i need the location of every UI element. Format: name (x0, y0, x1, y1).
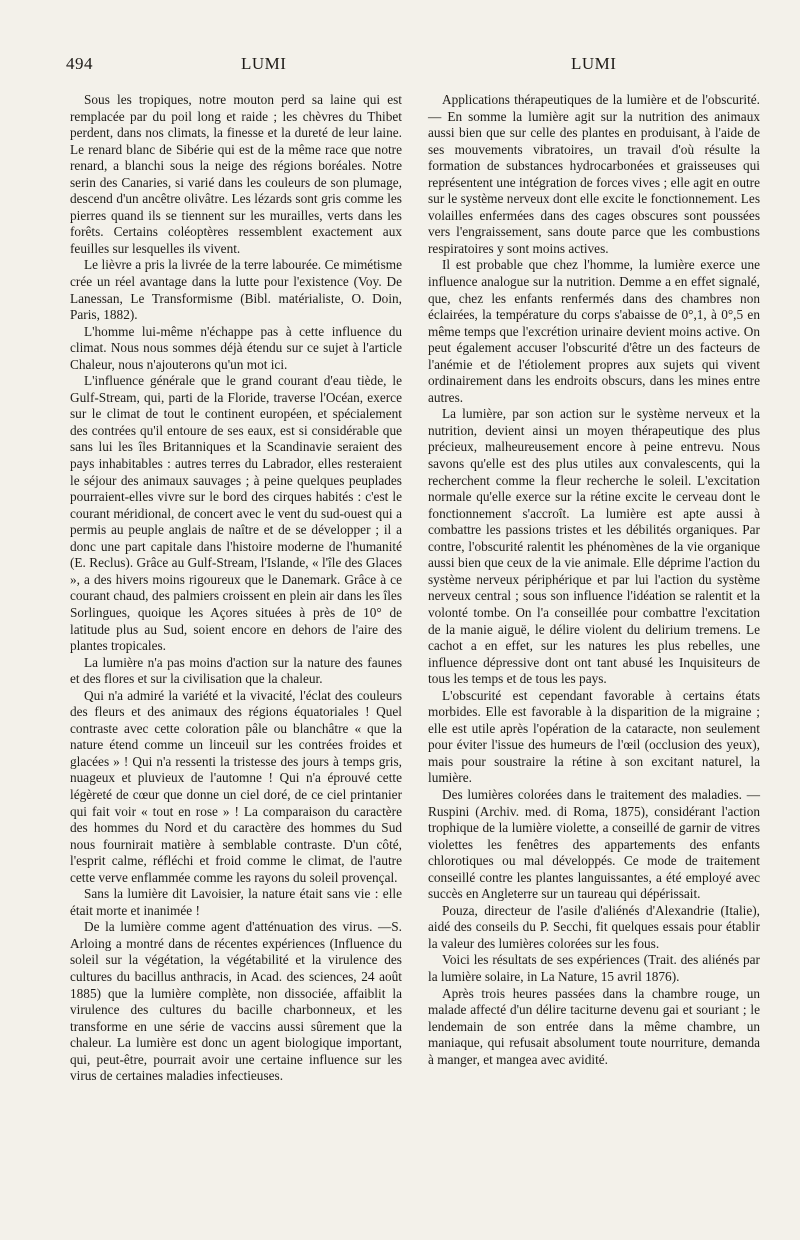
paragraph: L'obscurité est cependant favorable à certains états morbides. Elle est favorable à la disparition de la migraine ; elle est utile après l'opération de la cataracte, non seulement pour éviter l'issue des humeurs de l'œil (occlusion des yeux), mais pour soustraire la rétine à son excitant naturel, la lumière. (428, 687, 760, 786)
paragraph: La lumière n'a pas moins d'action sur la nature des faunes et des flores et sur la civilisation que la chaleur. (70, 654, 402, 687)
paragraph: Le lièvre a pris la livrée de la terre labourée. Ce mimétisme crée un réel avantage dans la lutte pour l'existence (Voy. De Lanessan, Le Transformisme (Bibl. matérialiste, O. Doin, Paris, 1882). (70, 257, 402, 323)
paragraph: Sans la lumière dit Lavoisier, la nature était sans vie : elle était morte et inanimée ! (70, 886, 402, 918)
paragraph: L'influence générale que le grand courant d'eau tiède, le Gulf-Stream, qui, parti de la Floride, traverse l'Océan, exerce sur le climat de tout le continent européen, et spécialement des contrées qu'il entoure de ses eaux, est si considérable que sans lui les îles Britanniques et la Scandinavie seraient des pays inhabitables : autres terres du Labrador, elles resteraient le séjour des animaux sauvages ; à peine quelques peuplades pourraient-elles vivre sur le bord des cirques habités : c'est le courant méridional, de concert avec le vent du sud-ouest qui a permis au peuple anglais de naître et de se développer ; il a donc une part capitale dans l'histoire moderne de l'humanité (E. Reclus). Grâce au Gulf-Stream, l'Islande, « l'île des Glaces », a des hivers moins rigoureux que le Danemark. Grâce à ce courant chaud, des palmiers croissent en plein air dans les îles Sorlingues, quoique les Açores situées à près de 10° de latitude plus au Sud, soient encore en dehors de l'aire des plantes tropicales. (70, 373, 402, 654)
section-paragraph-virus: De la lumière comme agent d'atténuation des virus. —S. Arloing a montré dans de récentes expériences (Influence du soleil sur la végétation, la végétabilité et la virulence des cultures du bacillus anthracis, in Acad. des sciences, 24 août 1885) que la lumière complète, non dissociée, affaiblit la virulence des cultures du bacille charbonneux, et les transforme en une série de vaccins aussi sûrement que la chaleur. La lumière est donc un agent biologique important, qui, peut-être, pourrait avoir une certaine influence sur les virus de certaines maladies infectieuses. (70, 919, 402, 1084)
paragraph: Pouza, directeur de l'asile d'aliénés d'Alexandrie (Italie), aidé des conseils du P. Secchi, fit quelques essais pour établir la valeur des lumières colorées sur les fous. (428, 902, 760, 951)
paragraph: L'homme lui-même n'échappe pas à cette influence du climat. Nous nous sommes déjà étendu sur ce sujet à l'article Chaleur, nous n'ajouterons qu'un mot ici. (70, 323, 402, 372)
paragraph: Voici les résultats de ses expériences (Trait. des aliénés par la lumière solaire, in La Nature, 15 avril 1876). (428, 952, 760, 984)
paragraph: Après trois heures passées dans la chambre rouge, un malade affecté d'un délire taciturne devenu gai et souriant ; le lendemain de son entrée dans la même chambre, un maniaque, qui refusait absolument toute nourriture, demanda à manger, et mangea avec avidité. (428, 985, 760, 1067)
left-column (70, 92, 402, 1085)
paragraph: La lumière, par son action sur le système nerveux et la nutrition, devient ainsi un moyen thérapeutique des plus précieux, malheureusement encore à peine entrevu. Nous savons qu'elle est des plus utiles aux convalescents, qui la recherchent comme la fleur recherche le soleil. L'excitation normale qu'elle exerce sur la rétine excite le cerveau dont le fonctionnement s'accroît. La lumière est apte aussi à combattre les passions tristes et les débilités organiques. Par contre, l'obscurité ralentit les phénomènes de la vie organique aussi bien que ceux de la vie animale. Elle déprime l'action du système nerveux périphérique et par lui l'action du système nerveux central ; sous son influence l'idéation se ralentit et la volonté tombe. On l'a conseillée pour combattre l'excitation de la manie aiguë, le délire violent du delirium tremens. Le cachot a en effet, sur les natures les plus rebelles, une influence dépressive dont ont tant abusé les Inquisiteurs de tous les temps et de tous les pays. (428, 406, 760, 687)
running-head-left: LUMI (241, 54, 287, 73)
page-number: 494 (66, 54, 93, 73)
section-paragraph-therapeutics: Applications thérapeutiques de la lumière et de l'obscurité. — En somme la lumière agit sur la nutrition des animaux aussi bien que sur celle des plantes en produisant, à l'aide de ses mouvements vibratoires, un travail d'où résulte la formation de substances hydrocarbonées et graisseuses qui représentent une intégration de forces vives ; elle agit en outre sur le système nerveux dont elle excite le fonctionnement. Les volailles enfermées dans des cages obscures sont poussées vers l'engraissement, sans doute parce que les combustions respiratoires y sont moins actives. (428, 92, 760, 256)
paragraph: Qui n'a admiré la variété et la vivacité, l'éclat des couleurs des fleurs et des animaux des régions équatoriales ! Quel contraste avec cette coloration pâle ou blanchâtre « que la nature étend comme un linceuil sur les contrées froides et glacées » ! Qui n'a ressenti la tristesse des jours à temps gris, nuageux et pluvieux de l'automne ! Qui n'a éprouvé cette légèreté de cœur que donne un ciel doré, de ce ciel printanier qui fait voir « tout en rose » ! La comparaison du caractère des hommes du Nord et du caractère des hommes du Sud nous fournirait matière à semblable contraste. D'un côté, l'esprit calme, réfléchi et froid comme le climat, de l'autre cette verve enflammée comme les rayons du soleil provençal. (70, 687, 402, 885)
section-paragraph-colored-lights: Des lumières colorées dans le traitement des maladies. — Ruspini (Archiv. med. di Roma, 1875), considérant l'action trophique de la lumière violette, a conseillé de garnir de vitres violettes les fenêtres des appartements des enfants chlorotiques ou mal développés. Ce mode de traitement conseillé contre les plantes languissantes, a été employé avec succès en Angleterre sur un taureau qui dépérissait. (428, 786, 760, 902)
running-head-right: LUMI (571, 54, 617, 73)
right-column (428, 92, 760, 1068)
paragraph: Sous les tropiques, notre mouton perd sa laine qui est remplacée par du poil long et raide ; les chèvres du Thibet perdent, dans nos climats, la finesse et la dureté de leur laine. Le renard blanc de Sibérie qui est de la même race que notre renard, a blanchi sous la neige des régions boréales. Notre serin des Canaries, si varié dans les couleurs de son plumage, descend d'un ancêtre olivâtre. Les lézards sont gris comme les pierres quand ils se tiennent sur les murailles, verts dans les forêts. Certains coléoptères ressemblent exactement aux feuilles sur lesquelles ils vivent. (70, 92, 402, 256)
paragraph: Il est probable que chez l'homme, la lumière exerce une influence analogue sur la nutrition. Demme a en effet signalé, que, chez les enfants renfermés dans des chambres non éclairées, la température du corps s'abaisse de 0°,1, à 0°,5 en même temps que l'excrétion urinaire devient moins active. On peut également accuser l'obscurité d'être un des facteurs de l'anémie et de l'étiolement propres aux sujets qui vivent ordinairement dans les endroits obscurs, dans les mines entre autres. (428, 257, 760, 405)
running-header (66, 54, 736, 84)
